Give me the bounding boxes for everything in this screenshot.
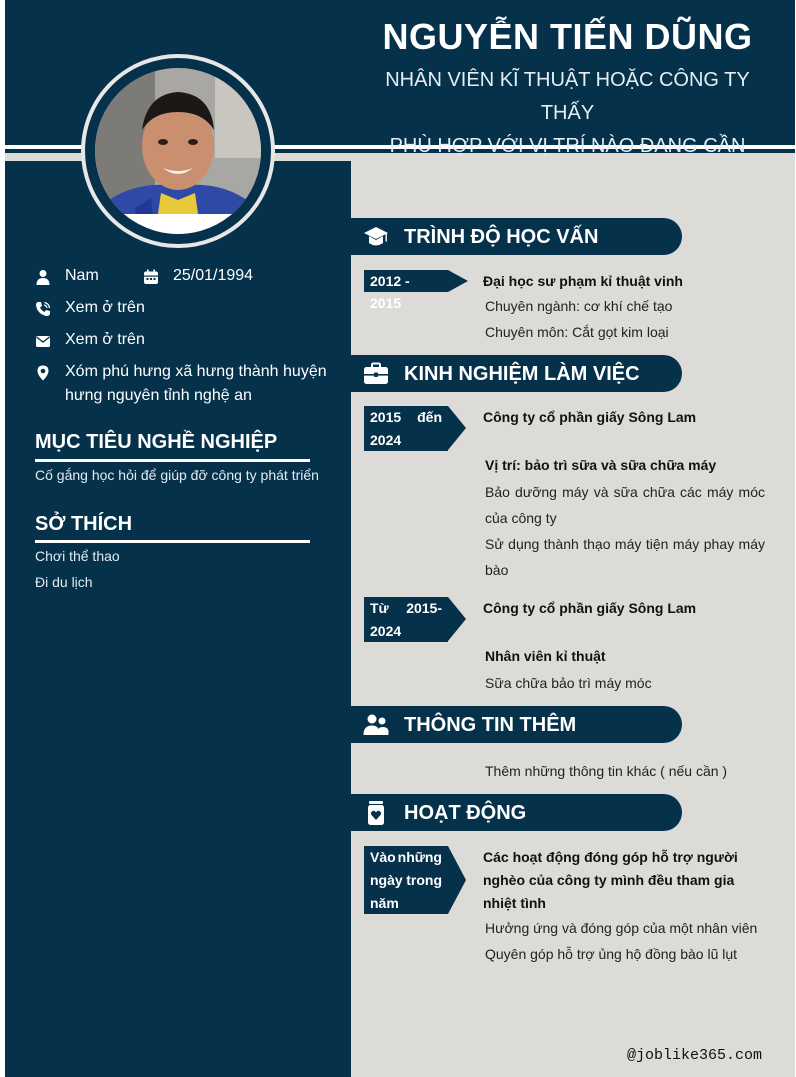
activities-period-part: ngày (370, 872, 403, 888)
objective-text: Cố gắng học hỏi để giúp đỡ công ty phát triển (35, 467, 319, 483)
birthday-value: 25/01/1994 (173, 267, 254, 284)
hobby-item: Đi du lịch (35, 574, 93, 590)
job-period-tag (364, 406, 448, 451)
phone-value: Xem ở trên (65, 299, 145, 316)
hobbies-rule (35, 540, 310, 543)
education-school: Đại học sư phạm kỉ thuật vinh (483, 273, 683, 289)
activities-headline: Các hoạt động đóng góp hỗ trợ người nghèo của công ty mình đều tham gia nhiệt tình (483, 849, 738, 911)
envelope-icon (35, 333, 51, 349)
job-period-tag (364, 597, 448, 642)
address-line-1: Xóm phú hưng xã hưng thành huyện (65, 363, 327, 380)
hobby-item: Chơi thể thao (35, 548, 120, 564)
email-value: Xem ở trên (65, 331, 145, 348)
watermark: @joblike365.com (627, 1047, 763, 1064)
avatar (95, 68, 261, 234)
activities-banner (351, 794, 682, 831)
sidebar (5, 161, 351, 1077)
job-period-part: 2015 (370, 409, 402, 425)
map-pin-icon (35, 365, 51, 381)
activities-period-part: những (397, 849, 442, 865)
activities-period-part: trong (406, 872, 442, 888)
experience-title: KINH NGHIỆM LÀM VIỆC (404, 363, 640, 385)
extra-info-text: Thêm những thông tin khác ( nếu cần ) (485, 763, 728, 779)
objective-title: MỤC TIÊU NGHỀ NGHIỆP (35, 431, 278, 453)
education-period: 2012 - 2015 (370, 273, 410, 311)
objective-rule (35, 459, 310, 462)
job-position: Nhân viên kỉ thuật (485, 648, 606, 664)
job-title (360, 64, 775, 163)
activities-title: HOẠT ĐỘNG (404, 802, 527, 824)
activities-period-part: Vào (370, 849, 396, 865)
cv-page (5, 0, 795, 1077)
activities-period-part: năm (370, 895, 399, 911)
address-line-2: hưng nguyên tỉnh nghệ an (65, 387, 252, 404)
experience-banner (351, 355, 682, 392)
avatar-photo (95, 68, 261, 234)
education-major: Chuyên ngành: cơ khí chế tạo (485, 298, 673, 314)
heart-jar-icon (363, 800, 389, 826)
education-period-tag (364, 270, 448, 311)
job-period-part: 2015- (406, 600, 442, 616)
job-period-part: Từ (370, 600, 389, 616)
education-title: TRÌNH ĐỘ HỌC VẤN (404, 226, 599, 248)
job-description: Bảo dưỡng máy và sữa chữa các máy móc của công ty (485, 484, 765, 526)
job-company: Công ty cổ phần giấy Sông Lam (483, 600, 697, 616)
job-description: Sữa chữa bảo trì máy móc (485, 675, 652, 691)
extra-info-banner (351, 706, 682, 743)
phone-icon (35, 301, 51, 317)
job-description: Sử dụng thành thạo máy tiện máy phay máy bào (485, 536, 765, 578)
graduation-cap-icon (363, 224, 389, 250)
activities-period-tag (364, 846, 448, 914)
education-specialty: Chuyên môn: Cắt gọt kim loại (485, 324, 669, 340)
gender-value: Nam (65, 267, 99, 284)
activities-item: Hưởng ứng và đóng góp của một nhân viên (485, 920, 758, 936)
briefcase-icon (363, 361, 389, 387)
job-company: Công ty cổ phần giấy Sông Lam (483, 409, 697, 425)
job-period-part: đến (417, 409, 442, 425)
candidate-name: NGUYỄN TIẾN DŨNG (382, 16, 753, 57)
hobbies-title: SỞ THÍCH (35, 513, 133, 535)
activities-item: Quyên góp hỗ trợ ủng hộ đồng bào lũ lụt (485, 946, 738, 962)
user-icon (35, 269, 51, 285)
extra-info-title: THÔNG TIN THÊM (404, 714, 577, 736)
avatar-frame (81, 54, 275, 248)
education-banner (351, 218, 682, 255)
job-position: Vị trí: bảo trì sữa và sữa chữa máy (485, 457, 717, 473)
job-period-part: 2024 (370, 623, 402, 639)
users-icon (363, 712, 389, 738)
job-period-part: 2024 (370, 432, 402, 448)
calendar-icon (143, 269, 159, 285)
job-title-line-1: NHÂN VIÊN KĨ THUẬT HOẶC CÔNG TY THẤY (385, 69, 750, 124)
job-title-line-2: PHÙ HỢP VỚI VỊ TRÍ NÀO ĐANG CẦN (389, 135, 746, 157)
